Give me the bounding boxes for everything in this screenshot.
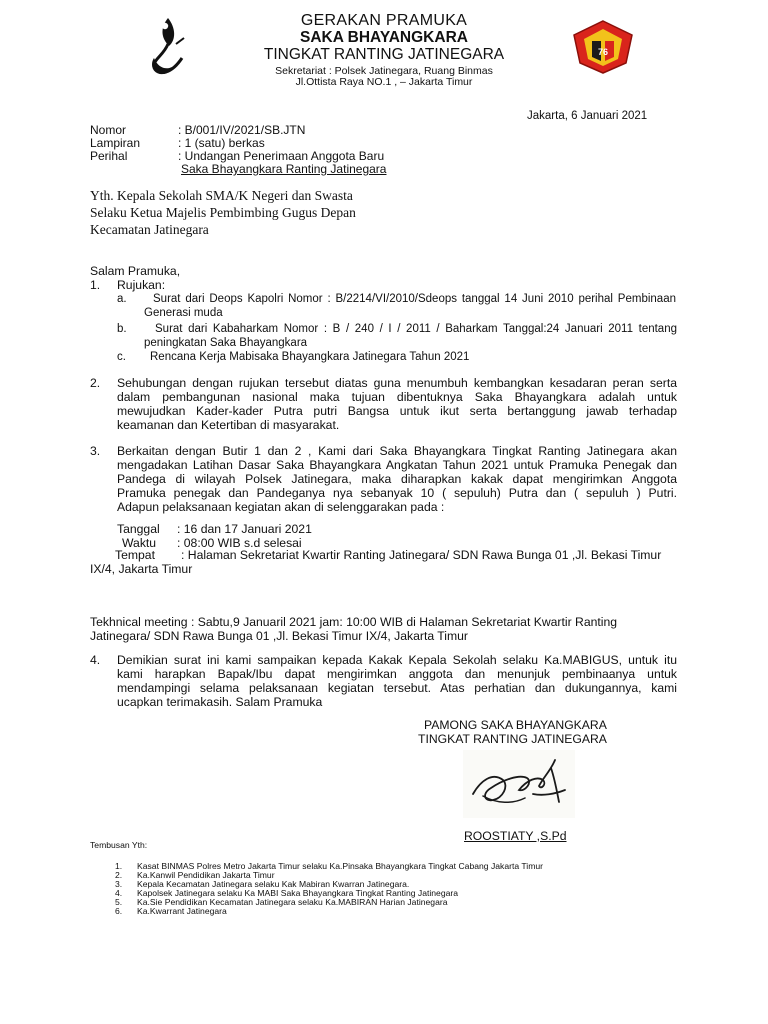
ref-item-line: peningkatan Saka Bhayangkara <box>144 337 308 349</box>
schedule-row: Tanggal : 16 dan 17 Januari 2021 <box>117 522 312 536</box>
secretariat: Sekretariat : Polsek Jatinegara, Ruang Binmas <box>275 65 493 77</box>
paragraph-line: dalam pembangunan nasional maka tujuan dibentuknya Saka Bhayangkara adalah untuk <box>117 390 677 404</box>
paragraph-line: Pramuka penegak dan Pandeganya nya sebanyak 10 ( sepuluh) Putra dan ( sepuluh ) Putri. <box>117 486 677 500</box>
ref-item-line: Generasi muda <box>144 307 223 319</box>
svg-text:76: 76 <box>597 47 609 57</box>
handwritten-signature <box>463 750 575 818</box>
greeting: Salam Pramuka, <box>90 264 181 278</box>
addressee-line: Yth. Kepala Sekolah SMA/K Negeri dan Swasta <box>90 188 353 203</box>
schedule-row: Waktu : 08:00 WIB s.d selesai <box>122 536 302 550</box>
cc-title: Tembusan Yth: <box>90 840 148 850</box>
paragraph-line: Pandega di wilayah Polsek Jatinegara, maka diharapkan kakak dapat mengirimkan Anggota <box>117 472 677 486</box>
meta-row: Perihal : Undangan Penerimaan Anggota Baru <box>90 149 385 163</box>
address: Jl.Ottista Raya NO.1 , – Jakarta Timur <box>295 76 473 88</box>
cc-item: 5. Ka.Sie Pendidikan Kecamatan Jatinegara selaku Ka.MABIRAN Harian Jatinegara <box>115 897 448 907</box>
point-number: 3. <box>90 444 101 458</box>
ref-letter: c. <box>117 351 126 363</box>
addressee-line: Selaku Ketua Majelis Pembimbing Gugus Depan <box>90 205 356 220</box>
paragraph-line: Adapun pelaksanaan kegiatan akan di selenggarakan pada : <box>117 500 445 514</box>
point-number: 2. <box>90 376 101 390</box>
signatory-name: ROOSTIATY ,S.Pd <box>464 829 567 843</box>
paragraph-line: mengadakan Latihan Dasar Saka Bhayangkara Angkatan Tahun 2021 untuk Pramuka Penegak dan <box>117 458 677 472</box>
place-date: Jakarta, 6 Januari 2021 <box>527 110 648 122</box>
paragraph-line: ucapkan terimakasih. Salam Pramuka <box>117 695 323 709</box>
meta-row: Nomor : B/001/IV/2021/SB.JTN <box>90 123 306 137</box>
point-number: 4. <box>90 653 101 667</box>
ref-letter: a. <box>117 293 127 305</box>
paragraph-line: kami harapkan Bapak/Ibu dapat mengirimkan anggota dan menunjuk pembinaanya untuk <box>117 667 677 681</box>
technical-meeting-line: Tekhnical meeting : Sabtu,9 Januaril 2021 jam: 10:00 WIB di Halaman Sekretariat Kwartir Ranting <box>90 615 618 629</box>
cc-item: 1. Kasat BINMAS Polres Metro Jakarta Timur selaku Ka.Pinsaka Bhayangkara Tingkat Cabang Jakarta Timur <box>115 861 543 871</box>
point-number: 1. <box>90 278 101 292</box>
cc-item: 6. Ka.Kwarrant Jatinegara <box>115 906 227 916</box>
signature-title: TINGKAT RANTING JATINEGARA <box>418 732 607 746</box>
addressee-line: Kecamatan Jatinegara <box>90 222 209 237</box>
paragraph-line: Sehubungan dengan rujukan tersebut diatas guna menumbuh kembangkan kesadaran peran serta <box>117 376 677 390</box>
cc-item: 3. Kepala Kecamatan Jatinegara selaku Kak Mabiran Kwarran Jatinegara. <box>115 879 410 889</box>
unit-name: SAKA BHAYANGKARA <box>300 29 468 46</box>
paragraph-line: keamanan dan Ketertiban di masyarakat. <box>117 418 340 432</box>
ref-item-line: Rencana Kerja Mabisaka Bhayangkara Jatinegara Tahun 2021 <box>150 351 470 363</box>
subject-line-2: Saka Bhayangkara Ranting Jatinegara <box>181 162 387 176</box>
point-title: Rujukan: <box>117 278 166 292</box>
cc-item: 2. Ka.Kanwil Pendidikan Jakarta Timur <box>115 870 275 880</box>
paragraph-line: Demikian surat ini kami sampaikan kepada Kakak Kepala Sekolah selaku Ka.MABIGUS, untuk itu <box>117 653 677 667</box>
org-name: GERAKAN PRAMUKA <box>300 12 468 29</box>
ref-item-line: Surat dari Deops Kapolri Nomor : B/2214/VI/2010/Sdeops tanggal 14 Juni 2010 perihal Pembinaan <box>153 293 676 305</box>
schedule-row: Tempat : Halaman Sekretariat Kwartir Ranting Jatinegara/ SDN Rawa Bunga 01 ,Jl. Bekasi Timur <box>115 548 662 562</box>
ref-item-line: Surat dari Kabaharkam Nomor : B / 240 / I / 2011 / Baharkam Tanggal:24 Januari 2011 tentang <box>155 323 677 335</box>
paragraph-line: mendampingi selama pelaksanaan kegiatan tersebut. Atas perhatian dan dukungannya, kami <box>117 681 677 695</box>
paragraph-line: mewujudkan Kader-kader Putra putri Bangsa untuk ikut serta bertanggung jawab terhadap <box>117 404 677 418</box>
signature-title: PAMONG SAKA BHAYANGKARA <box>424 718 607 732</box>
paragraph-line: Berkaitan dengan Butir 1 dan 2 , Kami dari Saka Bhayangkara Tingkat Ranting Jatinegara akan <box>117 444 677 458</box>
schedule-continuation: IX/4, Jakarta Timur <box>90 562 193 576</box>
cc-item: 4. Kapolsek Jatinegara selaku Ka MABI Saka Bhayangkara Tingkat Ranting Jatinegara <box>115 888 459 898</box>
level-name: TINGKAT RANTING JATINEGARA <box>263 46 505 63</box>
technical-meeting-line: Jatinegara/ SDN Rawa Bunga 01 ,Jl. Bekasi Timur IX/4, Jakarta Timur <box>90 629 468 643</box>
ref-letter: b. <box>117 323 127 335</box>
meta-row: Lampiran : 1 (satu) berkas <box>90 136 265 150</box>
